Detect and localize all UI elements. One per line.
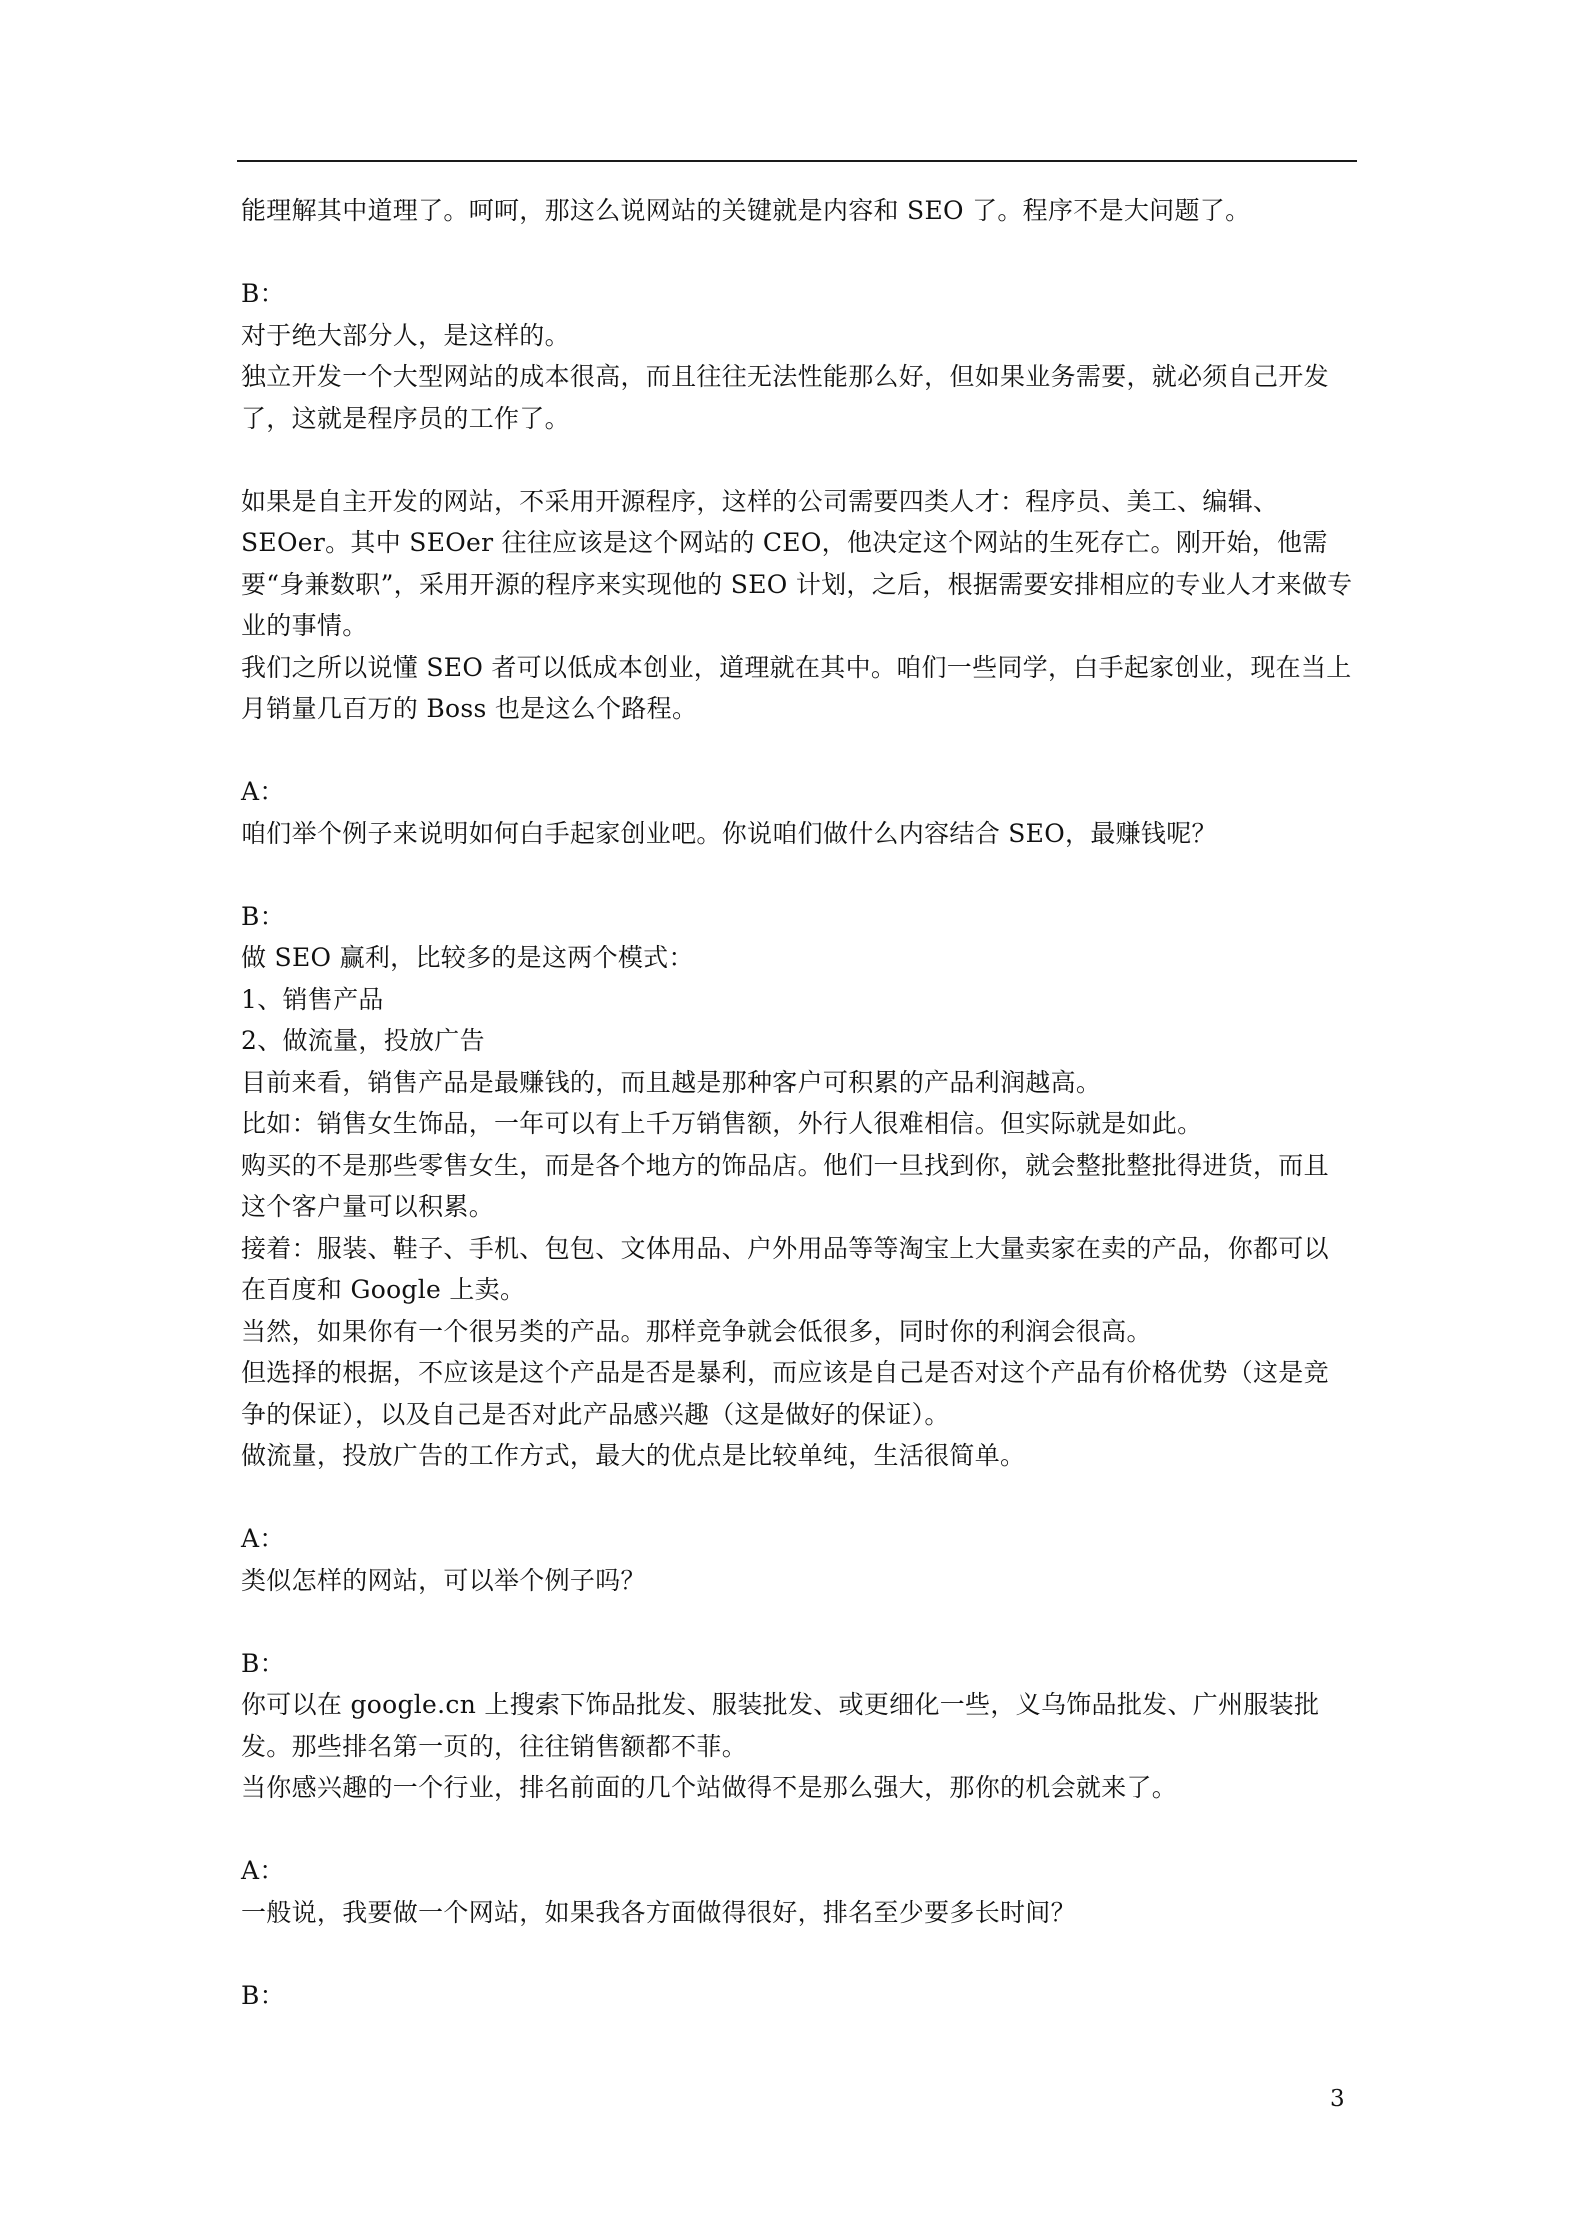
- dialogue-block: [241, 1518, 1353, 1601]
- page-number: 3: [1330, 2086, 1345, 2112]
- text-line: 我们之所以说懂 SEO 者可以低成本创业，道理就在其中。咱们一些同学，白手起家创业，现在当上月销量几百万的 Boss 也是这么个路程。: [241, 652, 1352, 723]
- dialogue-block: [241, 896, 1353, 1477]
- text-line: 做 SEO 赢利，比较多的是这两个模式：: [241, 943, 694, 972]
- text-line: 当然，如果你有一个很另类的产品。那样竞争就会低很多，同时你的利润会很高。: [241, 1316, 1152, 1346]
- text-line: 咱们举个例子来说明如何白手起家创业吧。你说咱们做什么内容结合 SEO，最赚钱呢？: [241, 818, 1217, 848]
- speaker-label: A：: [241, 1524, 285, 1553]
- dialogue-block: [241, 1975, 1353, 2017]
- text-line: 比如：销售女生饰品，一年可以有上千万销售额，外行人很难相信。但实际就是如此。: [241, 1109, 1203, 1138]
- speaker-label: A：: [241, 1856, 285, 1885]
- text-line: 做流量，投放广告的工作方式，最大的优点是比较单纯，生活很简单。: [241, 1441, 1026, 1470]
- dialogue-block: [241, 1850, 1353, 1933]
- page-content: [241, 190, 1353, 2058]
- text-line: 但选择的根据，不应该是这个产品是否是暴利，而应该是自己是否对这个产品有价格优势（这是竞争的保证），以及自己是否对此产品感兴趣（这是做好的保证）。: [241, 1358, 1329, 1429]
- paragraph-block: [241, 481, 1353, 730]
- dialogue-block: [241, 1643, 1353, 1809]
- text-line: 接着：服装、鞋子、手机、包包、文体用品、户外用品等等淘宝上大量卖家在卖的产品，你都可以在百度和 Google 上卖。: [241, 1233, 1329, 1304]
- speaker-label: B：: [241, 901, 285, 931]
- text-line: 你可以在 google.cn 上搜索下饰品批发、服装批发、或更细化一些，义乌饰品批发、广州服装批发。那些排名第一页的，往往销售额都不菲。: [241, 1690, 1320, 1761]
- dialogue-block: [241, 273, 1353, 439]
- text-line: 目前来看，销售产品是最赚钱的，而且越是那种客户可积累的产品利润越高。: [241, 1067, 1102, 1097]
- speaker-label: B：: [241, 1980, 285, 2010]
- text-line: 类似怎样的网站，可以举个例子吗？: [241, 1565, 646, 1595]
- speaker-label: B：: [241, 279, 285, 308]
- text-line: 独立开发一个大型网站的成本很高，而且往往无法性能那么好，但如果业务需要，就必须自己开发了，这就是程序员的工作了。: [241, 362, 1329, 433]
- header-rule: [237, 160, 1357, 162]
- speaker-label: B：: [241, 1648, 285, 1678]
- paragraph-block: [241, 190, 1353, 232]
- list-item: 2、做流量，投放广告: [241, 1026, 485, 1055]
- text-line: 对于绝大部分人，是这样的。: [241, 320, 570, 350]
- text-line: 购买的不是那些零售女生，而是各个地方的饰品店。他们一旦找到你，就会整批整批得进货，而且这个客户量可以积累。: [241, 1150, 1329, 1221]
- speaker-label: A：: [241, 777, 285, 806]
- text-line: 当你感兴趣的一个行业，排名前面的几个站做得不是那么强大，那你的机会就来了。: [241, 1773, 1178, 1802]
- text-line: 如果是自主开发的网站，不采用开源程序，这样的公司需要四类人才：程序员、美工、编辑、SEOer。其中 SEOer 往往应该是这个网站的 CEO，他决定这个网站的生死存亡。刚开始，他需要“身兼数职”，采用开源的程序来实现他的 SEO 计划，之后，根据需要安排相应的专业人才来做专业的事情。: [241, 486, 1353, 640]
- dialogue-block: [241, 771, 1353, 854]
- list-item: 1、销售产品: [241, 984, 384, 1014]
- text-line: 一般说，我要做一个网站，如果我各方面做得很好，排名至少要多长时间？: [241, 1897, 1076, 1927]
- text-line: 能理解其中道理了。呵呵，那这么说网站的关键就是内容和 SEO 了。程序不是大问题了。: [241, 196, 1251, 225]
